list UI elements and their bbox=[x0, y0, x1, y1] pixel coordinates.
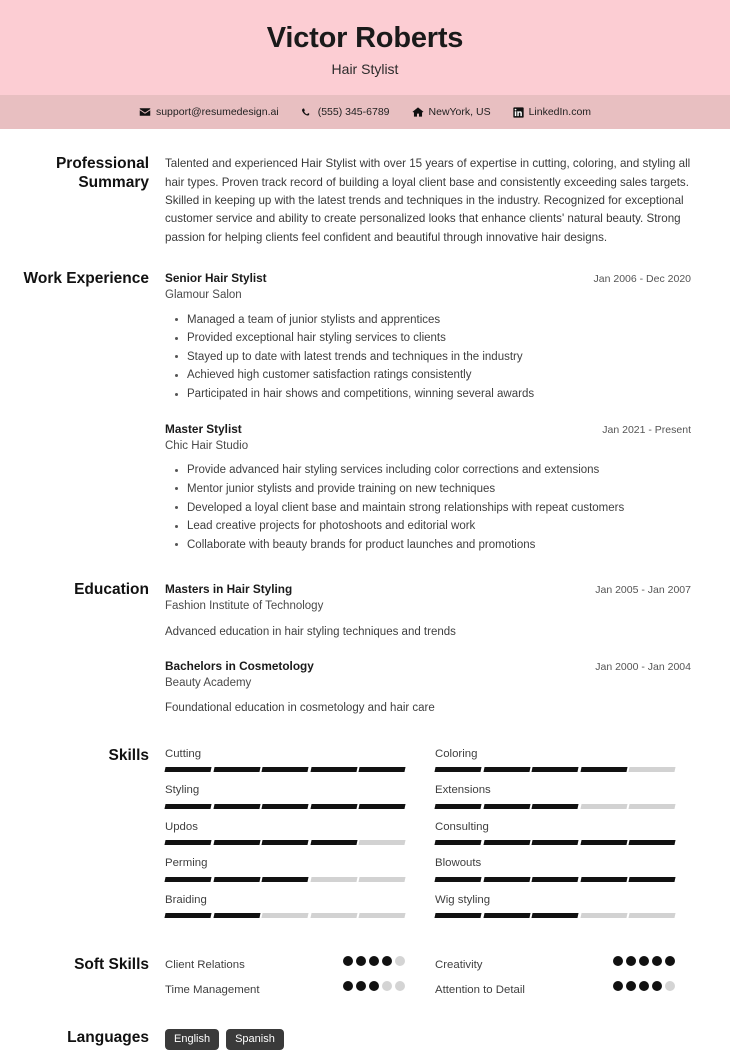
contact-bar bbox=[0, 95, 730, 129]
skill-label: Consulting bbox=[435, 820, 489, 833]
soft-skill-label: Attention to Detail bbox=[435, 984, 525, 997]
skill-item bbox=[165, 820, 405, 856]
rating-dot bbox=[382, 956, 392, 966]
contact-phone[interactable] bbox=[301, 106, 390, 118]
education-entry-description: Foundational education in cosmetology and hair care bbox=[165, 702, 435, 715]
soft-skill-rating bbox=[343, 981, 405, 991]
soft-skill-label: Time Management bbox=[165, 984, 260, 997]
skill-bar-segment bbox=[262, 840, 309, 845]
skill-label: Updos bbox=[165, 820, 198, 833]
skill-bar-segment bbox=[434, 913, 481, 918]
work-entry-date: Jan 2006 - Dec 2020 bbox=[593, 273, 691, 286]
list-item: Achieved high customer satisfaction ratings consistently bbox=[187, 366, 691, 385]
skill-bar-segment bbox=[580, 804, 627, 809]
skill-item bbox=[435, 747, 675, 783]
rating-dot bbox=[639, 981, 649, 991]
skill-level-bar bbox=[435, 804, 675, 809]
education-entry-title: Bachelors in Cosmetology bbox=[165, 658, 314, 673]
education-entry-header bbox=[165, 658, 691, 675]
soft-skill-rating bbox=[613, 981, 675, 991]
skill-bar-segment bbox=[532, 840, 579, 845]
education-entry bbox=[165, 581, 691, 640]
skill-item bbox=[435, 856, 675, 892]
education-entry-header bbox=[165, 581, 691, 598]
skill-bar-segment bbox=[262, 804, 309, 809]
rating-dot bbox=[613, 956, 623, 966]
rating-dot bbox=[369, 981, 379, 991]
skill-bar-segment bbox=[483, 913, 530, 918]
section-soft-skills bbox=[0, 956, 730, 1007]
work-entry bbox=[165, 421, 691, 555]
section-label-soft-skills: Soft Skills bbox=[74, 955, 149, 973]
contact-email-text: support@resumedesign.ai bbox=[155, 106, 279, 119]
section-languages bbox=[0, 1029, 730, 1050]
rating-dot bbox=[652, 981, 662, 991]
section-skills bbox=[0, 747, 730, 929]
education-entry bbox=[165, 658, 691, 717]
skill-label: Coloring bbox=[435, 747, 478, 760]
soft-skill-rating bbox=[613, 956, 675, 966]
soft-skill-item bbox=[165, 956, 405, 982]
phone-icon bbox=[301, 106, 313, 118]
section-label-skills: Skills bbox=[108, 746, 149, 764]
soft-skills-grid bbox=[165, 956, 691, 1007]
rating-dot bbox=[343, 981, 353, 991]
education-entry-description: Advanced education in hair styling techniques and trends bbox=[165, 626, 456, 639]
skill-item bbox=[435, 783, 675, 819]
skill-bar-segment bbox=[580, 877, 627, 882]
rating-dot bbox=[395, 956, 405, 966]
skill-bar-segment bbox=[629, 913, 676, 918]
skill-bar-segment bbox=[213, 767, 260, 772]
skill-bar-segment bbox=[629, 767, 676, 772]
soft-skill-label: Creativity bbox=[435, 958, 483, 971]
rating-dot bbox=[343, 956, 353, 966]
home-icon bbox=[412, 106, 424, 118]
work-entry bbox=[165, 270, 691, 404]
list-item: Provided exceptional hair styling services to clients bbox=[187, 329, 691, 348]
work-entry-bullets bbox=[165, 311, 691, 404]
work-entry-header bbox=[165, 421, 691, 438]
skill-label: Cutting bbox=[165, 747, 202, 760]
skill-label: Blowouts bbox=[435, 857, 482, 870]
rating-dot bbox=[639, 956, 649, 966]
skill-level-bar bbox=[165, 767, 405, 772]
skill-bar-segment bbox=[359, 877, 406, 882]
job-title: Hair Stylist bbox=[331, 61, 399, 78]
skill-bar-segment bbox=[262, 767, 309, 772]
skill-bar-segment bbox=[434, 840, 481, 845]
section-professional-summary bbox=[0, 155, 730, 247]
envelope-icon bbox=[139, 106, 151, 118]
skill-bar-segment bbox=[164, 767, 211, 772]
soft-skill-label: Client Relations bbox=[165, 958, 245, 971]
skill-bar-segment bbox=[483, 840, 530, 845]
skill-bar-segment bbox=[310, 877, 357, 882]
skill-bar-segment bbox=[434, 804, 481, 809]
skill-label: Styling bbox=[165, 784, 200, 797]
contact-location-text: NewYork, US bbox=[428, 106, 491, 119]
skill-bar-segment bbox=[310, 913, 357, 918]
skill-item bbox=[165, 783, 405, 819]
skill-bar-segment bbox=[359, 804, 406, 809]
soft-skill-rating bbox=[343, 956, 405, 966]
list-item: Stayed up to date with latest trends and techniques in the industry bbox=[187, 348, 691, 367]
skill-bar-segment bbox=[213, 840, 260, 845]
rating-dot bbox=[356, 981, 366, 991]
skill-bar-segment bbox=[483, 767, 530, 772]
skill-bar-segment bbox=[629, 840, 676, 845]
skill-item bbox=[165, 747, 405, 783]
education-entry-organization: Beauty Academy bbox=[165, 676, 252, 689]
work-entry-organization: Chic Hair Studio bbox=[165, 439, 249, 452]
skill-label: Wig styling bbox=[435, 893, 491, 906]
rating-dot bbox=[382, 981, 392, 991]
skill-bar-segment bbox=[532, 804, 579, 809]
work-entry-header bbox=[165, 270, 691, 287]
skill-bar-segment bbox=[164, 804, 211, 809]
skill-item bbox=[435, 893, 675, 929]
skill-bar-segment bbox=[483, 877, 530, 882]
rating-dot bbox=[369, 956, 379, 966]
soft-skill-item bbox=[165, 981, 405, 1007]
resume-header bbox=[0, 0, 730, 95]
skill-label: Braiding bbox=[165, 893, 207, 906]
skill-bar-segment bbox=[532, 913, 579, 918]
rating-dot bbox=[613, 981, 623, 991]
rating-dot bbox=[356, 956, 366, 966]
skill-level-bar bbox=[165, 840, 405, 845]
skill-level-bar bbox=[165, 804, 405, 809]
skill-level-bar bbox=[165, 877, 405, 882]
skill-bar-segment bbox=[359, 840, 406, 845]
section-label-education: Education bbox=[74, 581, 149, 599]
rating-dot bbox=[665, 981, 675, 991]
skill-bar-segment bbox=[213, 877, 260, 882]
rating-dot bbox=[395, 981, 405, 991]
rating-dot bbox=[626, 981, 636, 991]
skill-level-bar bbox=[435, 767, 675, 772]
skill-bar-segment bbox=[310, 840, 357, 845]
skill-bar-segment bbox=[532, 877, 579, 882]
skill-bar-segment bbox=[580, 840, 627, 845]
skill-level-bar bbox=[165, 913, 405, 918]
page-title: Victor Roberts bbox=[266, 22, 464, 54]
section-education bbox=[0, 581, 730, 717]
contact-linkedin-text: LinkedIn.com bbox=[528, 106, 592, 119]
skill-bar-segment bbox=[262, 913, 309, 918]
skill-bar-segment bbox=[359, 913, 406, 918]
skill-bar-segment bbox=[213, 913, 260, 918]
skill-bar-segment bbox=[310, 767, 357, 772]
list-item: Provide advanced hair styling services including color corrections and extensions bbox=[187, 461, 691, 480]
skill-bar-segment bbox=[164, 840, 211, 845]
skill-level-bar bbox=[435, 840, 675, 845]
list-item: Developed a loyal client base and maintain strong relationships with repeat customers bbox=[187, 499, 691, 518]
section-label-work: Work Experience bbox=[23, 270, 149, 288]
skill-bar-segment bbox=[310, 804, 357, 809]
skill-item bbox=[435, 820, 675, 856]
skill-label: Perming bbox=[165, 857, 208, 870]
skill-level-bar bbox=[435, 877, 675, 882]
education-entry-date: Jan 2005 - Jan 2007 bbox=[595, 584, 691, 597]
education-entry-title: Masters in Hair Styling bbox=[165, 582, 293, 597]
skill-bar-segment bbox=[532, 767, 579, 772]
skill-bar-segment bbox=[629, 804, 676, 809]
soft-skill-item bbox=[435, 981, 675, 1007]
summary-text: Talented and experienced Hair Stylist with over 15 years of expertise in cutting, coloring, and styling all hair types. Proven track record of building a loyal client base and consistently exceeding sales targets. Skilled in keeping up with the latest trends and techniques in the industry. Recognized for exceptional customer service and ability to create personalized looks that enhance clients' natural beauty. Strong passion for helping clients feel confident and beautiful through innovative hair designs. bbox=[165, 157, 691, 244]
section-work-experience bbox=[0, 270, 730, 554]
skill-bar-segment bbox=[580, 767, 627, 772]
work-entry-title: Senior Hair Stylist bbox=[165, 271, 267, 286]
contact-location[interactable] bbox=[412, 106, 491, 118]
work-entry-bullets bbox=[165, 461, 691, 554]
skill-bar-segment bbox=[434, 877, 481, 882]
contact-email[interactable] bbox=[139, 106, 279, 118]
skill-bar-segment bbox=[483, 804, 530, 809]
list-item: Mentor junior stylists and provide training on new techniques bbox=[187, 480, 691, 499]
language-chip: Spanish bbox=[226, 1029, 284, 1050]
list-item: Managed a team of junior stylists and apprentices bbox=[187, 311, 691, 330]
contact-phone-text: (555) 345-6789 bbox=[317, 106, 390, 119]
skill-item bbox=[165, 893, 405, 929]
skills-grid bbox=[165, 747, 691, 929]
skill-label: Extensions bbox=[435, 784, 491, 797]
soft-skill-item bbox=[435, 956, 675, 982]
contact-linkedin[interactable] bbox=[513, 106, 591, 118]
list-item: Participated in hair shows and competitions, winning several awards bbox=[187, 385, 691, 404]
education-entry-date: Jan 2000 - Jan 2004 bbox=[595, 660, 691, 673]
skill-bar-segment bbox=[580, 913, 627, 918]
work-entry-title: Master Stylist bbox=[165, 421, 242, 436]
skill-bar-segment bbox=[359, 767, 406, 772]
language-chip: English bbox=[165, 1029, 219, 1050]
skill-bar-segment bbox=[164, 877, 211, 882]
skill-level-bar bbox=[435, 913, 675, 918]
rating-dot bbox=[652, 956, 662, 966]
rating-dot bbox=[626, 956, 636, 966]
education-entry-organization: Fashion Institute of Technology bbox=[165, 600, 324, 613]
rating-dot bbox=[665, 956, 675, 966]
section-label-languages: Languages bbox=[67, 1028, 149, 1046]
work-entry-organization: Glamour Salon bbox=[165, 288, 242, 301]
skill-bar-segment bbox=[434, 767, 481, 772]
section-label-summary: Professional Summary bbox=[55, 155, 149, 191]
skill-bar-segment bbox=[213, 804, 260, 809]
skill-bar-segment bbox=[164, 913, 211, 918]
languages-list bbox=[165, 1029, 691, 1050]
work-entry-date: Jan 2021 - Present bbox=[602, 423, 691, 436]
skill-bar-segment bbox=[629, 877, 676, 882]
list-item: Lead creative projects for photoshoots and editorial work bbox=[187, 517, 691, 536]
list-item: Collaborate with beauty brands for product launches and promotions bbox=[187, 536, 691, 555]
skill-item bbox=[165, 856, 405, 892]
linkedin-icon bbox=[513, 107, 524, 118]
skill-bar-segment bbox=[262, 877, 309, 882]
